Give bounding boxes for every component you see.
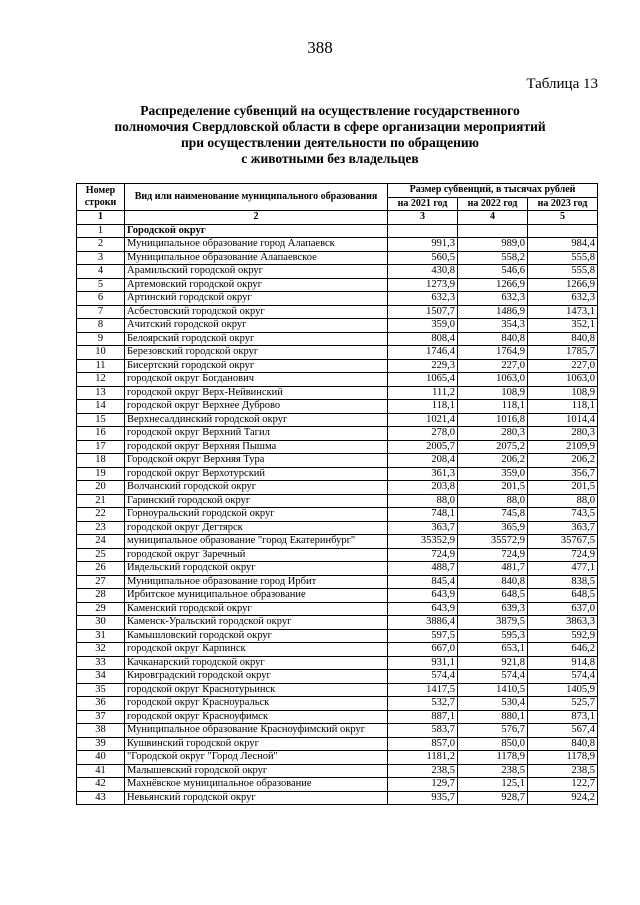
row-number-cell: 22 <box>77 508 125 522</box>
value-2022-cell: 88,0 <box>458 494 528 508</box>
value-2021-cell: 560,5 <box>388 251 458 265</box>
header-name: Вид или наименование муниципального образования <box>125 184 388 211</box>
table-row <box>77 265 598 279</box>
row-number-cell: 5 <box>77 278 125 292</box>
value-2021-cell: 488,7 <box>388 562 458 576</box>
value-2022-cell: 546,6 <box>458 265 528 279</box>
value-2023-cell: 201,5 <box>528 481 598 495</box>
value-2023-cell: 525,7 <box>528 697 598 711</box>
value-2023-cell: 1063,0 <box>528 373 598 387</box>
table-row <box>77 670 598 684</box>
row-number-cell: 11 <box>77 359 125 373</box>
value-2023-cell: 2109,9 <box>528 440 598 454</box>
municipality-name-cell: городской округ Карпинск <box>125 643 388 657</box>
value-2023-cell: 238,5 <box>528 764 598 778</box>
value-2021-cell: 229,3 <box>388 359 458 373</box>
value-2022-cell: 206,2 <box>458 454 528 468</box>
value-2023-cell: 1266,9 <box>528 278 598 292</box>
value-2021-cell: 583,7 <box>388 724 458 738</box>
value-2021-cell: 597,5 <box>388 629 458 643</box>
municipality-name-cell: городской округ Заречный <box>125 548 388 562</box>
value-2021-cell: 808,4 <box>388 332 458 346</box>
value-2022-cell: 595,3 <box>458 629 528 643</box>
municipality-name-cell: Верхнесалдинский городской округ <box>125 413 388 427</box>
row-number-cell: 34 <box>77 670 125 684</box>
table-row <box>77 589 598 603</box>
value-2021-cell: 931,1 <box>388 656 458 670</box>
value-2023-cell: 984,4 <box>528 238 598 252</box>
row-number-cell: 33 <box>77 656 125 670</box>
value-2021-cell: 991,3 <box>388 238 458 252</box>
municipality-name-cell: Кировградский городской округ <box>125 670 388 684</box>
municipality-name-cell: муниципальное образование "город Екатеринбург" <box>125 535 388 549</box>
table-row <box>77 359 598 373</box>
value-2022-cell: 558,2 <box>458 251 528 265</box>
row-number-cell: 26 <box>77 562 125 576</box>
value-2022-cell: 745,8 <box>458 508 528 522</box>
value-2022-cell: 238,5 <box>458 764 528 778</box>
value-2022-cell: 354,3 <box>458 319 528 333</box>
value-2021-cell: 1746,4 <box>388 346 458 360</box>
value-2021-cell: 238,5 <box>388 764 458 778</box>
row-number-cell: 23 <box>77 521 125 535</box>
value-2021-cell: 845,4 <box>388 575 458 589</box>
municipality-name-cell: Ирбитское муниципальное образование <box>125 589 388 603</box>
value-2023-cell: 592,9 <box>528 629 598 643</box>
municipality-name-cell: "Городской округ "Город Лесной" <box>125 751 388 765</box>
header-2021: на 2021 год <box>388 197 458 211</box>
municipality-name-cell: городской округ Красноуфимск <box>125 710 388 724</box>
row-number-cell: 4 <box>77 265 125 279</box>
value-2023-cell: 924,2 <box>528 791 598 805</box>
value-2021-cell <box>388 224 458 238</box>
value-2022-cell: 648,5 <box>458 589 528 603</box>
table-row <box>77 562 598 576</box>
municipality-name-cell: Малышевский городской округ <box>125 764 388 778</box>
value-2021-cell: 2005,7 <box>388 440 458 454</box>
table-row <box>77 751 598 765</box>
value-2021-cell: 1507,7 <box>388 305 458 319</box>
row-number-cell: 20 <box>77 481 125 495</box>
table-row <box>77 386 598 400</box>
title-line: при осуществлении деятельности по обращению <box>180 135 479 150</box>
value-2023-cell: 574,4 <box>528 670 598 684</box>
table-row <box>77 292 598 306</box>
municipality-name-cell: Ивдельский городской округ <box>125 562 388 576</box>
table-row <box>77 413 598 427</box>
value-2023-cell: 35767,5 <box>528 535 598 549</box>
table-label: Таблица 13 <box>526 76 598 92</box>
municipality-name-cell: Асбестовский городской округ <box>125 305 388 319</box>
value-2022-cell: 576,7 <box>458 724 528 738</box>
value-2022-cell: 125,1 <box>458 778 528 792</box>
value-2022-cell: 365,9 <box>458 521 528 535</box>
table-row <box>77 629 598 643</box>
table-row <box>77 521 598 535</box>
table-row <box>77 724 598 738</box>
value-2021-cell: 1417,5 <box>388 683 458 697</box>
value-2021-cell: 430,8 <box>388 265 458 279</box>
value-2022-cell: 928,7 <box>458 791 528 805</box>
row-number-cell: 35 <box>77 683 125 697</box>
value-2023-cell: 1785,7 <box>528 346 598 360</box>
row-number-cell: 15 <box>77 413 125 427</box>
table-row <box>77 602 598 616</box>
table-row <box>77 683 598 697</box>
value-2023-cell: 838,5 <box>528 575 598 589</box>
municipality-name-cell: Волчанский городской округ <box>125 481 388 495</box>
value-2021-cell: 1065,4 <box>388 373 458 387</box>
value-2022-cell: 35572,9 <box>458 535 528 549</box>
row-number-cell: 18 <box>77 454 125 468</box>
value-2021-cell: 363,7 <box>388 521 458 535</box>
value-2021-cell: 278,0 <box>388 427 458 441</box>
value-2023-cell: 632,3 <box>528 292 598 306</box>
value-2021-cell: 203,8 <box>388 481 458 495</box>
municipality-name-cell: Каменский городской округ <box>125 602 388 616</box>
value-2021-cell: 208,4 <box>388 454 458 468</box>
value-2023-cell: 555,8 <box>528 251 598 265</box>
table-row <box>77 481 598 495</box>
value-2023-cell: 1014,4 <box>528 413 598 427</box>
header-col-index: 5 <box>528 211 598 225</box>
value-2022-cell: 1486,9 <box>458 305 528 319</box>
table-row <box>77 467 598 481</box>
value-2023-cell: 873,1 <box>528 710 598 724</box>
value-2021-cell: 935,7 <box>388 791 458 805</box>
value-2022-cell: 1178,9 <box>458 751 528 765</box>
table-row <box>77 238 598 252</box>
municipality-name-cell: городской округ Верхний Тагил <box>125 427 388 441</box>
value-2022-cell: 1016,8 <box>458 413 528 427</box>
header-col-index: 3 <box>388 211 458 225</box>
municipality-name-cell: городской округ Верхнее Дуброво <box>125 400 388 414</box>
row-number-cell: 16 <box>77 427 125 441</box>
value-2022-cell: 530,4 <box>458 697 528 711</box>
municipality-name-cell: Арамильский городской округ <box>125 265 388 279</box>
value-2022-cell: 840,8 <box>458 332 528 346</box>
table-row <box>77 656 598 670</box>
row-number-cell: 19 <box>77 467 125 481</box>
table-row <box>77 616 598 630</box>
value-2023-cell: 646,2 <box>528 643 598 657</box>
municipality-name-cell: Муниципальное образование город Ирбит <box>125 575 388 589</box>
municipality-name-cell: Качканарский городской округ <box>125 656 388 670</box>
value-2023-cell: 1473,1 <box>528 305 598 319</box>
value-2022-cell: 724,9 <box>458 548 528 562</box>
table-row <box>77 332 598 346</box>
value-2022-cell: 201,5 <box>458 481 528 495</box>
value-2022-cell: 989,0 <box>458 238 528 252</box>
value-2023-cell: 352,1 <box>528 319 598 333</box>
row-number-cell: 17 <box>77 440 125 454</box>
value-2021-cell: 88,0 <box>388 494 458 508</box>
value-2022-cell: 840,8 <box>458 575 528 589</box>
value-2023-cell <box>528 224 598 238</box>
row-number-cell: 28 <box>77 589 125 603</box>
value-2022-cell: 632,3 <box>458 292 528 306</box>
row-number-cell: 3 <box>77 251 125 265</box>
header-2023: на 2023 год <box>528 197 598 211</box>
municipality-name-cell: Каменск-Уральский городской округ <box>125 616 388 630</box>
value-2023-cell: 914,8 <box>528 656 598 670</box>
municipality-name-cell: Гаринский городской округ <box>125 494 388 508</box>
table-row <box>77 346 598 360</box>
value-2023-cell: 648,5 <box>528 589 598 603</box>
value-2022-cell: 359,0 <box>458 467 528 481</box>
title-line: полномочия Свердловской области в сфере организации мероприятий <box>114 119 546 134</box>
table-row <box>77 454 598 468</box>
row-number-cell: 41 <box>77 764 125 778</box>
row-number-cell: 8 <box>77 319 125 333</box>
municipality-name-cell: городской округ Верхотурский <box>125 467 388 481</box>
value-2021-cell: 1273,9 <box>388 278 458 292</box>
row-number-cell: 24 <box>77 535 125 549</box>
value-2022-cell: 280,3 <box>458 427 528 441</box>
value-2023-cell: 206,2 <box>528 454 598 468</box>
table-row <box>77 575 598 589</box>
value-2023-cell: 637,0 <box>528 602 598 616</box>
table-row <box>77 697 598 711</box>
row-number-cell: 2 <box>77 238 125 252</box>
row-number-cell: 21 <box>77 494 125 508</box>
municipality-name-cell: Махнёвское муниципальное образование <box>125 778 388 792</box>
value-2021-cell: 748,1 <box>388 508 458 522</box>
row-number-cell: 37 <box>77 710 125 724</box>
table-row <box>77 251 598 265</box>
municipality-name-cell: Городской округ <box>125 224 388 238</box>
value-2021-cell: 118,1 <box>388 400 458 414</box>
value-2021-cell: 359,0 <box>388 319 458 333</box>
value-2021-cell: 887,1 <box>388 710 458 724</box>
value-2023-cell: 227,0 <box>528 359 598 373</box>
subvention-table <box>76 183 598 805</box>
value-2021-cell: 724,9 <box>388 548 458 562</box>
row-number-cell: 40 <box>77 751 125 765</box>
value-2021-cell: 643,9 <box>388 602 458 616</box>
title-line: Распределение субвенций на осуществление государственного <box>140 103 520 118</box>
value-2021-cell: 129,7 <box>388 778 458 792</box>
row-number-cell: 25 <box>77 548 125 562</box>
table-row <box>77 440 598 454</box>
value-2022-cell: 1410,5 <box>458 683 528 697</box>
row-number-cell: 43 <box>77 791 125 805</box>
value-2023-cell: 840,8 <box>528 332 598 346</box>
municipality-name-cell: Муниципальное образование Красноуфимский округ <box>125 724 388 738</box>
value-2022-cell: 574,4 <box>458 670 528 684</box>
title-line: с животными без владельцев <box>241 151 419 166</box>
value-2023-cell: 1178,9 <box>528 751 598 765</box>
value-2022-cell: 118,1 <box>458 400 528 414</box>
municipality-name-cell: городской округ Дегтярск <box>125 521 388 535</box>
document-title <box>90 103 570 167</box>
municipality-name-cell: городской округ Краснотурьинск <box>125 683 388 697</box>
table-row <box>77 427 598 441</box>
municipality-name-cell: Кушвинский городской округ <box>125 737 388 751</box>
value-2022-cell: 481,7 <box>458 562 528 576</box>
row-number-cell: 29 <box>77 602 125 616</box>
value-2022-cell: 227,0 <box>458 359 528 373</box>
value-2022-cell: 3879,5 <box>458 616 528 630</box>
value-2023-cell: 840,8 <box>528 737 598 751</box>
row-number-cell: 13 <box>77 386 125 400</box>
header-2022: на 2022 год <box>458 197 528 211</box>
value-2021-cell: 532,7 <box>388 697 458 711</box>
row-number-cell: 10 <box>77 346 125 360</box>
municipality-name-cell: городской округ Верх-Нейвинский <box>125 386 388 400</box>
value-2023-cell: 356,7 <box>528 467 598 481</box>
value-2022-cell: 639,3 <box>458 602 528 616</box>
value-2023-cell: 108,9 <box>528 386 598 400</box>
row-number-cell: 32 <box>77 643 125 657</box>
table-row <box>77 305 598 319</box>
table-row <box>77 319 598 333</box>
value-2023-cell: 743,5 <box>528 508 598 522</box>
header-col-index: 2 <box>125 211 388 225</box>
header-row-number: Номер строки <box>77 184 125 211</box>
table-row <box>77 737 598 751</box>
table-row <box>77 643 598 657</box>
table-row <box>77 494 598 508</box>
value-2022-cell: 1266,9 <box>458 278 528 292</box>
municipality-name-cell: городской округ Верхняя Пышма <box>125 440 388 454</box>
value-2021-cell: 3886,4 <box>388 616 458 630</box>
row-number-cell: 14 <box>77 400 125 414</box>
municipality-name-cell: Белоярский городской округ <box>125 332 388 346</box>
value-2021-cell: 35352,9 <box>388 535 458 549</box>
row-number-cell: 9 <box>77 332 125 346</box>
row-number-cell: 42 <box>77 778 125 792</box>
row-number-cell: 6 <box>77 292 125 306</box>
value-2023-cell: 555,8 <box>528 265 598 279</box>
municipality-name-cell: Камышловский городской округ <box>125 629 388 643</box>
table-row <box>77 710 598 724</box>
value-2023-cell: 118,1 <box>528 400 598 414</box>
value-2021-cell: 361,3 <box>388 467 458 481</box>
header-amount: Размер субвенций, в тысячах рублей <box>388 184 598 198</box>
municipality-name-cell: Березовский городской округ <box>125 346 388 360</box>
table-row <box>77 764 598 778</box>
value-2022-cell: 2075,2 <box>458 440 528 454</box>
row-number-cell: 38 <box>77 724 125 738</box>
municipality-name-cell: Муниципальное образование город Алапаевск <box>125 238 388 252</box>
municipality-name-cell: Бисертский городской округ <box>125 359 388 373</box>
table-row <box>77 373 598 387</box>
municipality-name-cell: городской округ Богданович <box>125 373 388 387</box>
table-row <box>77 224 598 238</box>
header-col-index: 1 <box>77 211 125 225</box>
municipality-name-cell: городской округ Красноуральск <box>125 697 388 711</box>
table-row <box>77 791 598 805</box>
table-row <box>77 778 598 792</box>
value-2022-cell: 653,1 <box>458 643 528 657</box>
row-number-cell: 12 <box>77 373 125 387</box>
value-2021-cell: 1021,4 <box>388 413 458 427</box>
row-number-cell: 7 <box>77 305 125 319</box>
municipality-name-cell: Артемовский городской округ <box>125 278 388 292</box>
table-row <box>77 535 598 549</box>
value-2023-cell: 280,3 <box>528 427 598 441</box>
table-row <box>77 400 598 414</box>
value-2021-cell: 643,9 <box>388 589 458 603</box>
page-number: 388 <box>307 38 333 57</box>
municipality-name-cell: Городской округ Верхняя Тура <box>125 454 388 468</box>
table-row <box>77 508 598 522</box>
value-2022-cell: 880,1 <box>458 710 528 724</box>
row-number-cell: 30 <box>77 616 125 630</box>
municipality-name-cell: Невьянский городской округ <box>125 791 388 805</box>
value-2023-cell: 3863,3 <box>528 616 598 630</box>
value-2021-cell: 632,3 <box>388 292 458 306</box>
value-2023-cell: 477,1 <box>528 562 598 576</box>
row-number-cell: 36 <box>77 697 125 711</box>
header-col-index: 4 <box>458 211 528 225</box>
municipality-name-cell: Ачитский городской округ <box>125 319 388 333</box>
value-2021-cell: 1181,2 <box>388 751 458 765</box>
municipality-name-cell: Артинский городской округ <box>125 292 388 306</box>
value-2022-cell: 850,0 <box>458 737 528 751</box>
row-number-cell: 39 <box>77 737 125 751</box>
value-2021-cell: 667,0 <box>388 643 458 657</box>
value-2022-cell <box>458 224 528 238</box>
row-number-cell: 1 <box>77 224 125 238</box>
value-2023-cell: 88,0 <box>528 494 598 508</box>
municipality-name-cell: Горноуральский городской округ <box>125 508 388 522</box>
table-row <box>77 278 598 292</box>
municipality-name-cell: Муниципальное образование Алапаевское <box>125 251 388 265</box>
row-number-cell: 27 <box>77 575 125 589</box>
value-2022-cell: 1764,9 <box>458 346 528 360</box>
table-row <box>77 548 598 562</box>
value-2023-cell: 724,9 <box>528 548 598 562</box>
value-2021-cell: 574,4 <box>388 670 458 684</box>
value-2022-cell: 108,9 <box>458 386 528 400</box>
row-number-cell: 31 <box>77 629 125 643</box>
value-2023-cell: 1405,9 <box>528 683 598 697</box>
value-2022-cell: 921,8 <box>458 656 528 670</box>
value-2021-cell: 857,0 <box>388 737 458 751</box>
value-2022-cell: 1063,0 <box>458 373 528 387</box>
value-2023-cell: 363,7 <box>528 521 598 535</box>
value-2023-cell: 567,4 <box>528 724 598 738</box>
value-2023-cell: 122,7 <box>528 778 598 792</box>
value-2021-cell: 111,2 <box>388 386 458 400</box>
